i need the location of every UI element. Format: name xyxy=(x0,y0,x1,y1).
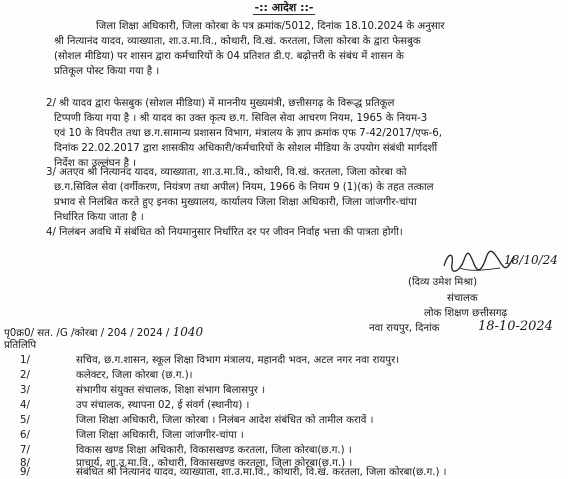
para-1-line-3: (सोशल मीडिया) पर शासन द्वारा कर्मचारियों के 04 प्रतिशत डी.ए. बढ़ोत्तरी के संबंध में शासन के xyxy=(54,51,404,62)
copy-heading: प्रतिलिपि xyxy=(4,340,37,351)
para-3-line-3: प्रभाव से निलंबित करते हुए इनका मुख्यालय, कार्यालय जिला शिक्षा अधिकारी, जिला जांजगीर-चांपा xyxy=(54,197,417,208)
copy-item-text: संभागीय संयुक्त संचालक, शिक्षा संभाग बिलासपुर । xyxy=(76,385,266,396)
para-2-line-2: टिप्पणी किया गया है । श्री यादव का उक्त कृत्य छ.ग. सिविल सेवा आचरण नियम, 1965 के नियम-3 xyxy=(54,113,428,124)
copy-item-num: 9/ xyxy=(20,467,30,478)
issue-date-handwritten: 18-10-2024 xyxy=(478,319,553,334)
copy-item-text: विकास खण्ड शिक्षा अधिकारी, विकासखण्ड करतला, जिला कोरबा(छ.ग.) । xyxy=(76,445,352,456)
signatory-office: लोक शिक्षण छत्तीसगढ़ xyxy=(424,308,508,319)
reference-number-handwritten: 1040 xyxy=(172,325,204,339)
para-2-line-1: 2/ श्री यादव द्वारा फेसबुक (सोशल मीडिया) में माननीय मुख्यमंत्री, छत्तीसगढ़ के विरूद्ध प्रतिकूल xyxy=(46,98,395,109)
copy-item-num: 3/ xyxy=(20,385,30,396)
copy-item-text: जिला शिक्षा अधिकारी, जिला कोरबा । निलंबन आदेश संबंधित को तामील करावें । xyxy=(76,415,374,426)
para-4-line-1: 4/ निलंबन अवधि में संबंधित को नियमानुसार निर्धारित दर पर जीवन निर्वाह भत्ता की पात्रता होगी। xyxy=(46,227,403,238)
reference-number xyxy=(4,326,203,340)
signatory-name: (दिव्य उमेश मिश्रा) xyxy=(408,277,478,288)
para-1-line-2: श्री नित्यानंद यादव, व्याख्याता, शा.उ.मा.वि., कोथारी, वि.खं. करतला, जिला कोरबा के द्वारा फेसबुक xyxy=(54,36,421,47)
para-1-line-1: जिला शिक्षा अधिकारी, जिला कोरबा के पत्र क्रमांक/5012, दिनांक 18.10.2024 के अनुसार xyxy=(96,21,445,32)
para-1-line-4: प्रतिकूल पोस्ट किया गया है । xyxy=(54,66,160,77)
para-3-line-1: 3/ अतएव श्री नित्यानंद यादव, व्याख्याता, शा.उ.मा.वि., कोथारी, वि.खं. करतला, जिला कोरबा को xyxy=(46,167,407,178)
copy-item-text: प्राचार्य, शा.उ.मा.वि., कोथारी, विकासखण्ड करतला, जिला कोरबा(छ.ग.) । xyxy=(76,458,353,469)
copy-item-text: उप संचालक, स्थापना 02, ई संवर्ग (स्थानीय) । xyxy=(76,400,250,411)
order-heading: -:: आदेश ::- xyxy=(254,1,314,14)
copy-item-num: 1/ xyxy=(20,355,30,366)
para-3-line-4: निर्धारित किया जाता है । xyxy=(54,212,144,223)
signatory-designation: संचालक xyxy=(447,293,478,304)
copy-item-text: जिला शिक्षा अधिकारी, जिला जांजगीर-चांपा । xyxy=(76,430,244,441)
copy-item-text: कलेक्टर, जिला कोरबा (छ.ग.)। xyxy=(76,370,193,381)
copy-item-num: 7/ xyxy=(20,445,30,456)
para-3-line-2: छ.ग.सिविल सेवा (वर्गीकरण, नियंत्रण तथा अपील) नियम, 1966 के नियम 9 (1)(क) के तहत तत्काल xyxy=(54,182,434,193)
copy-item-text: संबंधित श्री नित्यानंद यादव, व्याख्याता, शा.उ.मा.वि., कोथारी, वि.खं. करतला, जिला कोरबा(छ.ग.) । xyxy=(76,467,447,478)
copy-item-num: 4/ xyxy=(20,400,30,411)
reference-prefix: पृ0क्र0/ सत. /G /कोरबा / 204 / 2024 / xyxy=(4,328,170,339)
para-2-line-3: एवं 10 के विपरीत तथा छ.ग.सामान्य प्रशासन विभाग, मंत्रालय के ज्ञाप क्रमांक एफ 7-42/2017/एफ-6, xyxy=(54,128,442,139)
copy-item-num: 8/ xyxy=(20,458,30,469)
copy-item-num: 5/ xyxy=(20,415,30,426)
signature-date: 18/10/24 xyxy=(504,253,558,267)
para-2-line-4: दिनांक 22.02.2017 द्वारा शासकीय अधिकारी/कर्मचारियों के सोशल मीडिया के उपयोग संबंधी मार्गदर्शी xyxy=(54,143,438,154)
copy-item-num: 2/ xyxy=(20,370,30,381)
place-date-label: नवा रायपुर, दिनांक xyxy=(369,323,440,334)
copy-item-num: 6/ xyxy=(20,430,30,441)
copy-item-text: सचिव, छ.ग.शासन, स्कूल शिक्षा विभाग मंत्रालय, महानदी भवन, अटल नगर नवा रायपुर। xyxy=(76,355,400,366)
para-2-line-5: निर्देश का उल्लंघन है । xyxy=(54,158,137,169)
